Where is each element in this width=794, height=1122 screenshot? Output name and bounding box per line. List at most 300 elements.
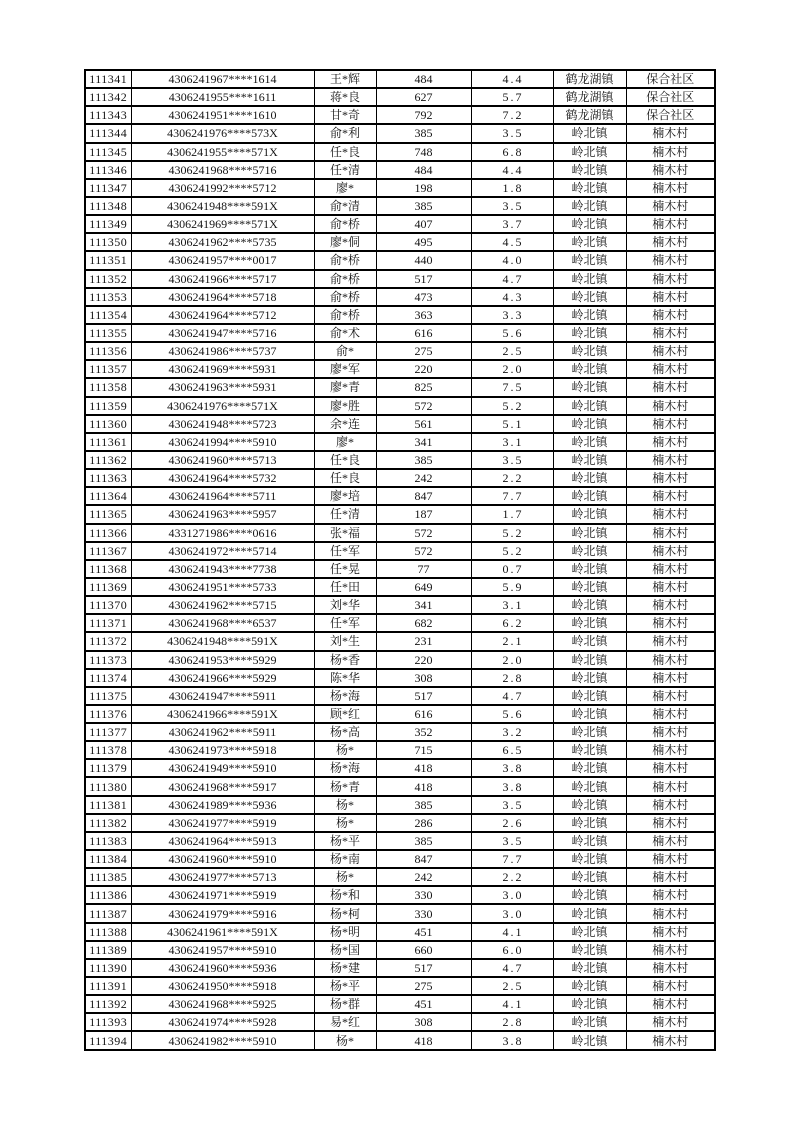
cell-rate: 7.5: [471, 378, 553, 396]
cell-amount: 407: [376, 215, 471, 233]
cell-town: 岭北镇: [553, 542, 626, 560]
cell-village: 楠木村: [626, 342, 715, 360]
cell-rate: 7.7: [471, 487, 553, 505]
table-row: [85, 215, 715, 233]
cell-serial: 111386: [85, 886, 131, 904]
cell-serial: 111349: [85, 215, 131, 233]
table-row: [85, 306, 715, 324]
table-row: [85, 687, 715, 705]
cell-rate: 4.4: [471, 161, 553, 179]
cell-amount: 440: [376, 251, 471, 269]
cell-rate: 5.1: [471, 415, 553, 433]
cell-rate: 2.5: [471, 977, 553, 995]
cell-town: 岭北镇: [553, 197, 626, 215]
cell-amount: 748: [376, 143, 471, 161]
cell-id: 4306241964****5711: [131, 487, 314, 505]
cell-rate: 3.5: [471, 832, 553, 850]
cell-id: 4306241955****1611: [131, 88, 314, 106]
cell-rate: 3.1: [471, 596, 553, 614]
cell-name: 任*良: [314, 451, 376, 469]
cell-amount: 847: [376, 487, 471, 505]
cell-village: 楠木村: [626, 415, 715, 433]
cell-village: 楠木村: [626, 251, 715, 269]
cell-amount: 308: [376, 669, 471, 687]
cell-id: 4306241943****7738: [131, 560, 314, 578]
cell-id: 4306241947****5911: [131, 687, 314, 705]
cell-village: 楠木村: [626, 977, 715, 995]
table-row: [85, 1031, 715, 1050]
cell-id: 4306241953****5929: [131, 651, 314, 669]
table-row: [85, 342, 715, 360]
cell-rate: 5.2: [471, 397, 553, 415]
cell-amount: 231: [376, 632, 471, 650]
cell-rate: 4.1: [471, 923, 553, 941]
cell-town: 岭北镇: [553, 324, 626, 342]
cell-town: 岭北镇: [553, 505, 626, 523]
cell-amount: 825: [376, 378, 471, 396]
cell-id: 4306241973****5918: [131, 741, 314, 759]
cell-id: 4306241977****5713: [131, 868, 314, 886]
cell-rate: 5.9: [471, 578, 553, 596]
cell-id: 4306241989****5936: [131, 796, 314, 814]
cell-rate: 3.2: [471, 723, 553, 741]
table-row: [85, 360, 715, 378]
cell-town: 岭北镇: [553, 832, 626, 850]
cell-id: 4306241964****5712: [131, 306, 314, 324]
cell-town: 岭北镇: [553, 415, 626, 433]
cell-town: 岭北镇: [553, 705, 626, 723]
cell-name: 廖*侗: [314, 233, 376, 251]
cell-serial: 111391: [85, 977, 131, 995]
cell-village: 楠木村: [626, 777, 715, 795]
cell-name: 俞*桥: [314, 306, 376, 324]
cell-serial: 111359: [85, 397, 131, 415]
cell-town: 岭北镇: [553, 451, 626, 469]
cell-village: 楠木村: [626, 596, 715, 614]
cell-rate: 4.3: [471, 288, 553, 306]
table-row: [85, 614, 715, 632]
table-row: [85, 378, 715, 396]
table-row: [85, 814, 715, 832]
cell-rate: 3.8: [471, 777, 553, 795]
cell-id: 4306241951****5733: [131, 578, 314, 596]
table-row: [85, 977, 715, 995]
cell-town: 岭北镇: [553, 124, 626, 142]
cell-amount: 484: [376, 70, 471, 88]
table-row: [85, 850, 715, 868]
cell-serial: 111385: [85, 868, 131, 886]
cell-amount: 341: [376, 596, 471, 614]
cell-name: 杨*国: [314, 941, 376, 959]
table-row: [85, 106, 715, 124]
cell-name: 杨*明: [314, 923, 376, 941]
cell-id: 4306241950****5918: [131, 977, 314, 995]
table-row: [85, 433, 715, 451]
cell-id: 4306241962****5715: [131, 596, 314, 614]
cell-rate: 3.5: [471, 197, 553, 215]
cell-town: 岭北镇: [553, 524, 626, 542]
cell-name: 廖*军: [314, 360, 376, 378]
cell-town: 岭北镇: [553, 814, 626, 832]
cell-town: 岭北镇: [553, 651, 626, 669]
cell-amount: 451: [376, 995, 471, 1013]
cell-town: 岭北镇: [553, 868, 626, 886]
cell-amount: 341: [376, 433, 471, 451]
cell-village: 楠木村: [626, 360, 715, 378]
cell-name: 杨*高: [314, 723, 376, 741]
cell-amount: 187: [376, 505, 471, 523]
cell-village: 楠木村: [626, 832, 715, 850]
records-table: [84, 69, 716, 1051]
table-row: [85, 777, 715, 795]
cell-town: 岭北镇: [553, 233, 626, 251]
table-row: [85, 324, 715, 342]
cell-serial: 111374: [85, 669, 131, 687]
cell-amount: 220: [376, 651, 471, 669]
cell-id: 4306241966****5929: [131, 669, 314, 687]
table-row: [85, 651, 715, 669]
cell-name: 任*良: [314, 469, 376, 487]
cell-id: 4306241960****5936: [131, 959, 314, 977]
cell-rate: 4.1: [471, 995, 553, 1013]
table-row: [85, 143, 715, 161]
cell-serial: 111351: [85, 251, 131, 269]
cell-amount: 517: [376, 959, 471, 977]
cell-town: 岭北镇: [553, 469, 626, 487]
cell-town: 岭北镇: [553, 179, 626, 197]
cell-village: 楠木村: [626, 433, 715, 451]
cell-serial: 111367: [85, 542, 131, 560]
cell-village: 楠木村: [626, 995, 715, 1013]
table-row: [85, 886, 715, 904]
cell-village: 楠木村: [626, 632, 715, 650]
cell-serial: 111378: [85, 741, 131, 759]
records-tbody: [85, 70, 715, 1050]
cell-town: 岭北镇: [553, 796, 626, 814]
cell-serial: 111343: [85, 106, 131, 124]
cell-town: 岭北镇: [553, 342, 626, 360]
cell-name: 顾*红: [314, 705, 376, 723]
cell-serial: 111392: [85, 995, 131, 1013]
cell-name: 俞*桥: [314, 251, 376, 269]
cell-name: 任*清: [314, 161, 376, 179]
table-row: [85, 560, 715, 578]
cell-rate: 3.1: [471, 433, 553, 451]
cell-name: 杨*: [314, 741, 376, 759]
cell-amount: 649: [376, 578, 471, 596]
cell-serial: 111366: [85, 524, 131, 542]
cell-village: 楠木村: [626, 161, 715, 179]
table-row: [85, 832, 715, 850]
cell-serial: 111356: [85, 342, 131, 360]
cell-rate: 4.7: [471, 959, 553, 977]
cell-serial: 111364: [85, 487, 131, 505]
cell-serial: 111344: [85, 124, 131, 142]
cell-rate: 3.0: [471, 904, 553, 922]
cell-amount: 572: [376, 542, 471, 560]
cell-village: 楠木村: [626, 197, 715, 215]
cell-serial: 111360: [85, 415, 131, 433]
cell-amount: 275: [376, 977, 471, 995]
cell-town: 岭北镇: [553, 904, 626, 922]
cell-village: 楠木村: [626, 524, 715, 542]
cell-serial: 111345: [85, 143, 131, 161]
cell-amount: 330: [376, 904, 471, 922]
cell-village: 楠木村: [626, 723, 715, 741]
cell-town: 岭北镇: [553, 723, 626, 741]
cell-rate: 6.0: [471, 941, 553, 959]
cell-amount: 418: [376, 1031, 471, 1050]
cell-rate: 2.8: [471, 669, 553, 687]
cell-village: 楠木村: [626, 614, 715, 632]
cell-name: 廖*: [314, 179, 376, 197]
cell-rate: 2.8: [471, 1013, 553, 1031]
cell-serial: 111371: [85, 614, 131, 632]
table-row: [85, 251, 715, 269]
table-row: [85, 197, 715, 215]
cell-name: 俞*清: [314, 197, 376, 215]
cell-serial: 111350: [85, 233, 131, 251]
cell-village: 楠木村: [626, 560, 715, 578]
cell-amount: 77: [376, 560, 471, 578]
cell-village: 楠木村: [626, 324, 715, 342]
cell-id: 4306241947****5716: [131, 324, 314, 342]
cell-rate: 3.8: [471, 1031, 553, 1050]
cell-amount: 682: [376, 614, 471, 632]
cell-rate: 5.6: [471, 324, 553, 342]
cell-id: 4306241963****5931: [131, 378, 314, 396]
cell-village: 楠木村: [626, 143, 715, 161]
cell-town: 岭北镇: [553, 215, 626, 233]
cell-name: 杨*群: [314, 995, 376, 1013]
cell-village: 楠木村: [626, 487, 715, 505]
cell-name: 杨*: [314, 814, 376, 832]
cell-amount: 616: [376, 324, 471, 342]
cell-serial: 111362: [85, 451, 131, 469]
cell-name: 杨*: [314, 796, 376, 814]
cell-id: 4306241963****5957: [131, 505, 314, 523]
cell-amount: 517: [376, 270, 471, 288]
table-row: [85, 270, 715, 288]
cell-amount: 385: [376, 124, 471, 142]
cell-town: 岭北镇: [553, 143, 626, 161]
cell-serial: 111347: [85, 179, 131, 197]
cell-rate: 6.2: [471, 614, 553, 632]
table-row: [85, 923, 715, 941]
cell-id: 4306241976****571X: [131, 397, 314, 415]
cell-village: 楠木村: [626, 378, 715, 396]
cell-id: 4306241977****5919: [131, 814, 314, 832]
cell-amount: 715: [376, 741, 471, 759]
cell-name: 任*军: [314, 542, 376, 560]
cell-village: 楠木村: [626, 705, 715, 723]
cell-name: 杨*平: [314, 977, 376, 995]
cell-id: 4306241960****5713: [131, 451, 314, 469]
cell-rate: 2.2: [471, 868, 553, 886]
cell-village: 楠木村: [626, 886, 715, 904]
cell-town: 岭北镇: [553, 487, 626, 505]
cell-serial: 111380: [85, 777, 131, 795]
cell-amount: 286: [376, 814, 471, 832]
cell-name: 王*辉: [314, 70, 376, 88]
cell-serial: 111355: [85, 324, 131, 342]
cell-rate: 3.5: [471, 451, 553, 469]
cell-name: 任*田: [314, 578, 376, 596]
cell-rate: 2.0: [471, 360, 553, 378]
cell-name: 杨*青: [314, 777, 376, 795]
cell-town: 岭北镇: [553, 433, 626, 451]
cell-amount: 330: [376, 886, 471, 904]
table-row: [85, 233, 715, 251]
cell-amount: 660: [376, 941, 471, 959]
cell-rate: 5.6: [471, 705, 553, 723]
cell-town: 岭北镇: [553, 741, 626, 759]
table-row: [85, 451, 715, 469]
table-row: [85, 995, 715, 1013]
cell-town: 岭北镇: [553, 1031, 626, 1050]
table-row: [85, 741, 715, 759]
cell-id: 4306241967****1614: [131, 70, 314, 88]
cell-serial: 111346: [85, 161, 131, 179]
cell-serial: 111363: [85, 469, 131, 487]
cell-village: 楠木村: [626, 669, 715, 687]
cell-name: 杨*和: [314, 886, 376, 904]
cell-amount: 451: [376, 923, 471, 941]
table-row: [85, 904, 715, 922]
cell-serial: 111370: [85, 596, 131, 614]
cell-village: 保合社区: [626, 88, 715, 106]
cell-amount: 572: [376, 524, 471, 542]
cell-id: 4306241948****591X: [131, 197, 314, 215]
cell-id: 4306241969****571X: [131, 215, 314, 233]
cell-id: 4306241976****573X: [131, 124, 314, 142]
cell-serial: 111352: [85, 270, 131, 288]
cell-id: 4306241966****5717: [131, 270, 314, 288]
cell-town: 岭北镇: [553, 995, 626, 1013]
cell-town: 岭北镇: [553, 596, 626, 614]
cell-amount: 473: [376, 288, 471, 306]
cell-town: 鹤龙湖镇: [553, 88, 626, 106]
cell-town: 岭北镇: [553, 161, 626, 179]
cell-rate: 3.3: [471, 306, 553, 324]
cell-amount: 363: [376, 306, 471, 324]
cell-serial: 111342: [85, 88, 131, 106]
cell-id: 4306241949****5910: [131, 759, 314, 777]
cell-name: 廖*: [314, 433, 376, 451]
cell-name: 任*军: [314, 614, 376, 632]
cell-town: 岭北镇: [553, 306, 626, 324]
cell-amount: 385: [376, 832, 471, 850]
cell-id: 4306241986****5737: [131, 342, 314, 360]
table-row: [85, 505, 715, 523]
cell-rate: 2.5: [471, 342, 553, 360]
cell-amount: 495: [376, 233, 471, 251]
cell-town: 岭北镇: [553, 923, 626, 941]
cell-village: 楠木村: [626, 124, 715, 142]
cell-id: 4306241968****5716: [131, 161, 314, 179]
table-row: [85, 705, 715, 723]
table-row: [85, 941, 715, 959]
cell-village: 楠木村: [626, 179, 715, 197]
cell-id: 4306241968****5925: [131, 995, 314, 1013]
table-row: [85, 70, 715, 88]
cell-serial: 111381: [85, 796, 131, 814]
cell-name: 余*连: [314, 415, 376, 433]
table-row: [85, 415, 715, 433]
cell-serial: 111384: [85, 850, 131, 868]
cell-village: 楠木村: [626, 904, 715, 922]
cell-name: 廖*胜: [314, 397, 376, 415]
cell-amount: 616: [376, 705, 471, 723]
table-row: [85, 759, 715, 777]
cell-village: 楠木村: [626, 1031, 715, 1050]
cell-serial: 111341: [85, 70, 131, 88]
cell-id: 4306241964****5718: [131, 288, 314, 306]
table-row: [85, 542, 715, 560]
cell-rate: 6.8: [471, 143, 553, 161]
cell-town: 岭北镇: [553, 977, 626, 995]
cell-amount: 242: [376, 469, 471, 487]
cell-rate: 3.5: [471, 124, 553, 142]
cell-name: 任*清: [314, 505, 376, 523]
cell-serial: 111348: [85, 197, 131, 215]
cell-name: 俞*桥: [314, 270, 376, 288]
cell-amount: 847: [376, 850, 471, 868]
cell-name: 廖*青: [314, 378, 376, 396]
cell-village: 楠木村: [626, 814, 715, 832]
cell-village: 楠木村: [626, 741, 715, 759]
table-row: [85, 596, 715, 614]
cell-serial: 111387: [85, 904, 131, 922]
cell-id: 4306241955****571X: [131, 143, 314, 161]
cell-name: 张*福: [314, 524, 376, 542]
table-row: [85, 179, 715, 197]
cell-name: 杨*: [314, 868, 376, 886]
table-row: [85, 1013, 715, 1031]
cell-amount: 220: [376, 360, 471, 378]
table-row: [85, 469, 715, 487]
cell-town: 岭北镇: [553, 687, 626, 705]
cell-id: 4306241979****5916: [131, 904, 314, 922]
cell-amount: 517: [376, 687, 471, 705]
cell-id: 4306241968****5917: [131, 777, 314, 795]
cell-town: 岭北镇: [553, 632, 626, 650]
cell-serial: 111357: [85, 360, 131, 378]
cell-amount: 792: [376, 106, 471, 124]
cell-village: 楠木村: [626, 923, 715, 941]
cell-rate: 7.7: [471, 850, 553, 868]
cell-name: 俞*术: [314, 324, 376, 342]
cell-id: 4306241994****5910: [131, 433, 314, 451]
cell-village: 楠木村: [626, 941, 715, 959]
cell-amount: 352: [376, 723, 471, 741]
cell-village: 楠木村: [626, 651, 715, 669]
cell-town: 岭北镇: [553, 941, 626, 959]
table-row: [85, 124, 715, 142]
cell-village: 楠木村: [626, 796, 715, 814]
cell-town: 鹤龙湖镇: [553, 70, 626, 88]
cell-name: 杨*平: [314, 832, 376, 850]
cell-name: 易*红: [314, 1013, 376, 1031]
cell-name: 任*晃: [314, 560, 376, 578]
cell-rate: 3.0: [471, 886, 553, 904]
cell-village: 楠木村: [626, 233, 715, 251]
cell-town: 岭北镇: [553, 1013, 626, 1031]
table-row: [85, 288, 715, 306]
cell-village: 楠木村: [626, 469, 715, 487]
cell-amount: 385: [376, 197, 471, 215]
cell-serial: 111382: [85, 814, 131, 832]
